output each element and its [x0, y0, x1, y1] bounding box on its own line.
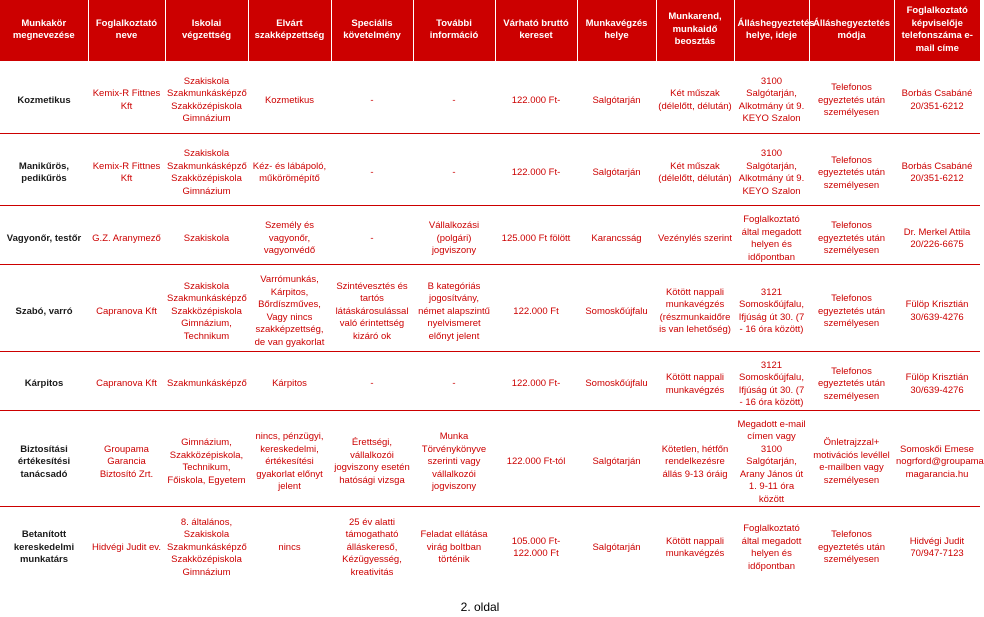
header-employer: Foglalkoztató neve: [88, 0, 165, 61]
cell-qualification: Kozmetikus: [264, 94, 315, 106]
cell-job: Vagyonőr, testőr: [6, 232, 82, 244]
cell-interview-mode: Telefonos egyeztetés után személyesen: [817, 154, 886, 191]
cell-special: -: [370, 94, 374, 106]
cell-info: -: [452, 378, 456, 390]
cell-qualification: Varrómunkás, Kárpitos, Bőrdíszműves, Vagy nincs szakképzettség, de van gyakorlat: [254, 274, 325, 348]
cell-education: Gimnázium, Szakközépiskola, Technikum, Főiskola, Egyetem: [167, 437, 246, 486]
cell-contact: Dr. Merkel Attila 20/226-6675: [903, 226, 971, 250]
cell-salary: 122.000 Ft-: [511, 167, 561, 178]
cell-interview-mode: Telefonos egyeztetés után személyesen: [817, 82, 886, 118]
header-interview-place: Álláshegyeztetés helye, ideje: [734, 0, 809, 61]
table-row: [0, 419, 980, 507]
cell-place: Salgótarján: [592, 167, 641, 178]
cell-employer: Groupama Garancia Biztosító Zrt.: [99, 443, 154, 480]
cell-interview-place: Foglalkoztató által megadott helyen és időpontban: [741, 523, 802, 572]
cell-contact: Borbás Csabáné 20/351-6212: [901, 160, 973, 185]
cell-education: Szakiskola Szakmunkásképző Szakközépiskola Gimnázium: [167, 75, 247, 125]
cell-qualification: Személy és vagyonőr, vagyonvédő: [263, 220, 316, 257]
cell-employer: Kemix-R Fittnes Kft: [92, 88, 161, 112]
row-separator: [0, 507, 980, 516]
cell-interview-mode: Telefonos egyeztetés után személyesen: [817, 293, 886, 329]
header-special: Speciális követelmény: [331, 0, 413, 61]
cell-schedule: Kötött nappali munkavégzés: [665, 372, 725, 396]
cell-info: -: [452, 94, 456, 106]
header-contact: Foglalkoztató képviselője telefonszáma e-mail címe: [894, 0, 980, 61]
cell-contact: Fülöp Krisztián 30/639-4276: [905, 299, 969, 323]
cell-employer: Capranova Kft: [96, 378, 157, 390]
header-job: Munkakör megnevezése: [0, 0, 88, 61]
cell-info: -: [452, 167, 456, 178]
cell-info: Feladat ellátása virág boltban történik: [420, 529, 488, 566]
table-row: [0, 360, 980, 411]
cell-contact: Borbás Csabáné 20/351-6212: [901, 88, 973, 112]
header-education: Iskolai végzettség: [165, 0, 248, 61]
cell-salary: 105.000 Ft- 122.000 Ft: [511, 535, 561, 559]
header-interview-mode: Álláshegyeztetés módja: [809, 0, 894, 61]
row-separator: [0, 410, 980, 419]
header-schedule: Munkarend, munkaidő beosztás: [656, 0, 734, 61]
cell-contact: Somoskői Emese nogrford@groupama magarancia.hu: [896, 443, 984, 480]
cell-contact: Fülöp Krisztián 30/639-4276: [905, 372, 969, 396]
cell-schedule: Két műszak (délelőtt, délután): [658, 160, 732, 185]
cell-place: Somoskőújfalu: [585, 305, 648, 317]
cell-place: Karancsság: [591, 232, 642, 244]
cell-special: Szintévesztés és tartós látáskárosulással való érintettség kizáró ok: [335, 280, 409, 342]
cell-special: Érettségi, vállalkozói jogviszony esetén hatósági vizsga: [334, 437, 410, 486]
row-separator: [0, 61, 980, 70]
cell-salary: 122.000 Ft-tól: [506, 456, 566, 467]
cell-job: Kozmetikus: [17, 94, 71, 106]
cell-salary: 122.000 Ft-: [511, 378, 561, 390]
cell-info: Munka Törvénykönyve szerinti vagy vállalkozói jogviszony: [421, 431, 487, 492]
cell-special: -: [370, 167, 374, 178]
cell-qualification: nincs: [278, 541, 301, 553]
cell-employer: Capranova Kft: [96, 305, 157, 317]
row-separator: [0, 133, 980, 142]
cell-job: Szabó, varró: [15, 305, 73, 317]
cell-job: Manikűrös, pedikűrös: [18, 160, 70, 185]
cell-interview-place: 3100 Salgótarján, Alkotmány út 9. KEYO Szalon: [738, 75, 805, 125]
cell-employer: Hidvégi Judit ev.: [92, 541, 161, 553]
cell-interview-mode: Önletrajzzal+ motivációs levéllel e-mailben vagy személyesen: [813, 437, 890, 486]
cell-interview-place: Megadott e-mail címen vagy 3100 Salgótarján, Arany János út 1. 9-11 óra között: [737, 418, 806, 505]
header-info: További információ: [413, 0, 495, 61]
cell-schedule: Vezénylés szerint: [658, 232, 732, 244]
row-separator: [0, 206, 980, 215]
cell-place: Somoskőújfalu: [585, 378, 648, 390]
cell-schedule: Kötött nappali munkavégzés (részmunkaidőre is van lehetőség): [659, 286, 731, 336]
cell-interview-place: 3100 Salgótarján, Alkotmány út 9. KEYO Szalon: [738, 148, 805, 197]
header-qualification: Elvárt szakképzettség: [248, 0, 331, 61]
cell-place: Salgótarján: [592, 94, 641, 106]
cell-interview-mode: Telefonos egyeztetés után személyesen: [817, 220, 886, 257]
cell-interview-place: 3121 Somoskőújfalu, Ifjúság út 30. (7 - 16 óra között): [738, 359, 805, 408]
cell-job: Betanított kereskedelmi munkatárs: [13, 529, 75, 566]
cell-schedule: Két műszak (délelőtt, délután): [658, 88, 732, 112]
cell-qualification: nincs, pénzügyi, kereskedelmi, értékesítési gyakorlat előnyt jelent: [255, 431, 324, 492]
cell-interview-place: Foglalkoztató által megadott helyen és időpontban: [741, 214, 802, 263]
cell-interview-mode: Telefonos egyeztetés után személyesen: [817, 365, 886, 402]
cell-education: Szakmunkásképző: [167, 378, 247, 390]
cell-qualification: Kéz- és lábápoló, műkörömépítő: [252, 160, 327, 185]
cell-job: Biztosítási értékesítési tanácsadó: [17, 443, 71, 480]
cell-salary: 122.000 Ft-: [511, 94, 561, 106]
header-row: [0, 0, 980, 61]
cell-interview-mode: Telefonos egyeztetés után személyesen: [817, 529, 886, 566]
cell-qualification: Kárpitos: [272, 378, 307, 390]
cell-schedule: Kötetlen, hétfőn rendelkezésre állás 9-13 óráig: [661, 443, 729, 480]
page-number: 2. oldal: [460, 600, 500, 614]
cell-employer: Kemix-R Fittnes Kft: [92, 160, 161, 185]
cell-special: 25 év alatti támogatható álláskereső, Kézügyesség, kreativitás: [342, 516, 402, 578]
cell-education: Szakiskola: [183, 232, 230, 244]
cell-salary: 122.000 Ft: [513, 305, 559, 317]
cell-info: B kategóriás jogosítvány, német alapszintű nyelvismeret előnyt jelent: [418, 280, 490, 342]
table-row: [0, 69, 980, 133]
cell-place: Salgótarján: [592, 541, 641, 553]
cell-education: Szakiskola Szakmunkásképző Szakközépiskola Gimnázium, Technikum: [167, 280, 247, 342]
cell-education: 8. általános, Szakiskola Szakmunkásképző Szakközépiskola Gimnázium: [167, 516, 247, 578]
table-row: [0, 515, 980, 581]
cell-special: -: [370, 232, 374, 244]
cell-employer: G.Z. Aranymező: [92, 232, 161, 244]
cell-info: Vállalkozási (polgári) jogviszony: [428, 220, 480, 257]
cell-salary: 125.000 Ft fölött: [501, 232, 571, 244]
cell-special: -: [370, 378, 374, 390]
cell-education: Szakiskola Szakmunkásképző Szakközépiskola Gimnázium: [167, 148, 247, 197]
cell-job: Kárpitos: [24, 378, 64, 390]
cell-schedule: Kötött nappali munkavégzés: [665, 535, 725, 559]
cell-place: Salgótarján: [592, 456, 641, 467]
table-row: [0, 214, 980, 265]
cell-interview-place: 3121 Somoskőújfalu, Ifjúság út 30. (7 - 16 óra között): [738, 286, 805, 336]
table-row: [0, 273, 980, 351]
header-salary: Várható bruttó kereset: [495, 0, 577, 61]
cell-contact: Hidvégi Judit 70/947-7123: [909, 535, 965, 559]
row-separator: [0, 265, 980, 274]
header-place: Munkavégzés helye: [577, 0, 656, 61]
row-separator: [0, 351, 980, 360]
table-row: [0, 142, 980, 206]
